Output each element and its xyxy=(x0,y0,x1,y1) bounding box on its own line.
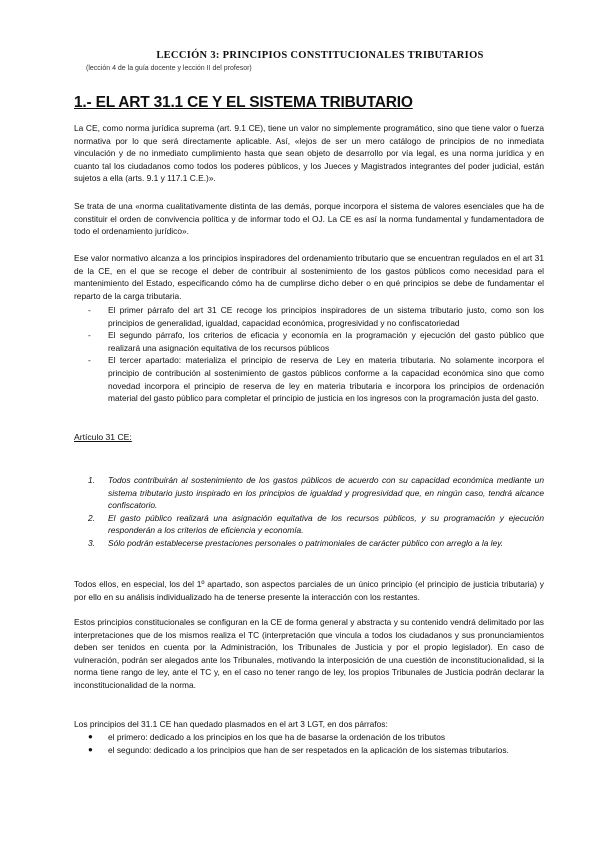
list-item-text: el segundo: dedicado a los principios que han de ser respetados en la aplicación de los sistemas tributarios. xyxy=(108,744,509,755)
list-item xyxy=(74,329,544,354)
article-item-text: El gasto público realizará una asignación equitativa de los recursos públicos, y su programación y ejecución responderán a los criterios de eficiencia y economía. xyxy=(108,512,544,536)
paragraph-3: Ese valor normativo alcanza a los principios inspiradores del ordenamiento tributario que se encuentran regulados en el art 31 de la CE, en el que se recoge el deber de contribuir al sostenimiento de los gastos públicos como necesidad para el mantenimiento del Estado, especificando cómo ha de cumplirse dicho deber o en qué principios se debe de fundamentar el reparto de la carga tributaria. xyxy=(74,253,544,301)
bullet-list xyxy=(74,731,544,756)
list-item xyxy=(74,304,544,329)
bullet-icon: ● xyxy=(88,732,93,741)
paragraph-5: Estos principios constitucionales se configuran en la CE de forma general y abstracta y su contenido vendrá delimitado por las interpretaciones que de los mismos realiza el TC (interpretación que vincula a todos los ciudadanos y sus pronunciamientos deben ser tenidos en cuenta por la Administración, los Tribunales de Justicia y por el propio legislador). En caso de vulneración, podrán ser alegados ante los Tribunales, motivando la interposición de una cuestión de inconstitucionalidad, si la norma tiene rango de ley, ante el TC y, en el caso no tener rango de ley, los propios Tribunales de Justicia podrán declarar la inconstitucionalidad de la norma. xyxy=(74,617,544,690)
bullet-icon: ● xyxy=(88,744,93,754)
list-item-text: el primero: dedicado a los principios en los que ha de basarse la ordenación de los tributos xyxy=(108,732,446,742)
article-item-number: 1. xyxy=(88,475,95,485)
article-item xyxy=(74,537,544,550)
list-item-text: El primer párrafo del art 31 CE recoge los principios inspiradores de un sistema tributario justo, como son los principios de generalidad, igualdad, capacidad económica, progresividad y no confiscatoriedad xyxy=(108,305,544,328)
paragraph-1: La CE, como norma jurídica suprema (art. 9.1 CE), tiene un valor no simplemente programático, sino que tiene valor o fuerza normativa por lo que será directamente aplicable. Así, «lejos de ser un mero catálogo de principios de no inmediata vinculación y de no inmediato cumplimiento hasta que sean objeto de desarrollo por vía legal, es una norma jurídica y en cuanto tal los ciudadanos como todos los poderes públicos, y los Jueces y Magistrados integrantes del poder judicial, están sujetos a ella (arts. 9.1 y 117.1 C.E.)». xyxy=(74,123,544,184)
section-heading: 1.- EL ART 31.1 CE Y EL SISTEMA TRIBUTARIO xyxy=(74,94,413,111)
article-item-text: Todos contribuirán al sostenimiento de los gastos públicos de acuerdo con su capacidad económica mediante un sistema tributario justo inspirado en los principios de igualdad y progresividad que, en ningún caso, tendrá alcance confiscatorio. xyxy=(108,475,544,511)
article-item xyxy=(74,474,544,512)
article-title: Artículo 31 CE: xyxy=(74,432,132,442)
paragraph-2: Se trata de una «norma cualitativamente distinta de las demás, porque incorpora el sistema de valores esenciales que ha de constituir el orden de convivencia política y de informar todo el OJ. La CE es así la norma fundamental y fundamentadora de todo el ordenamiento jurídico». xyxy=(74,201,544,237)
lesson-title: LECCIÓN 3: PRINCIPIOS CONSTITUCIONALES TRIBUTARIOS xyxy=(156,50,484,61)
list-item xyxy=(74,744,544,757)
article-list xyxy=(74,474,544,550)
list-item-text: El tercer apartado: materializa el principio de reserva de Ley en materia tributaria. No solamente incorpora el principio de contribución al sostenimiento de gastos públicos conforme a la capacidad económica sino que como novedad incorpora el principio de reserva de ley en materia tributaria e incorpora los principios de ordenación material del gasto público para completar el principio de justicia en los ingresos con la programación justa del gasto. xyxy=(108,355,544,404)
article-item-text: Sólo podrán establecerse prestaciones personales o patrimoniales de carácter público con arreglo a la ley. xyxy=(108,537,504,548)
list-item-text: El segundo párrafo, los criterios de eficacia y economía en la programación y ejecución del gasto público que realizará una asignación equitativa de los recursos públicos xyxy=(108,330,544,353)
list-item xyxy=(74,354,544,404)
list-item xyxy=(74,731,544,744)
list-marker: - xyxy=(88,355,91,366)
list-marker: - xyxy=(88,305,91,315)
list-marker: - xyxy=(88,330,91,341)
paragraph-4: Todos ellos, en especial, los del 1º apartado, son aspectos parciales de un único principio (el principio de justicia tributaria) y por ello en su análisis individualizado ha de tenerse presente la interacción con los restantes. xyxy=(74,579,544,602)
article-item xyxy=(74,512,544,537)
lesson-note: (lección 4 de la guía docente y lección II del profesor) xyxy=(86,65,252,72)
article-item-number: 2. xyxy=(88,512,95,523)
paragraph-6: Los principios del 31.1 CE han quedado plasmados en el art 3 LGT, en dos párrafos: xyxy=(74,719,388,729)
article-item-number: 3. xyxy=(88,537,95,548)
dash-list xyxy=(74,304,544,405)
